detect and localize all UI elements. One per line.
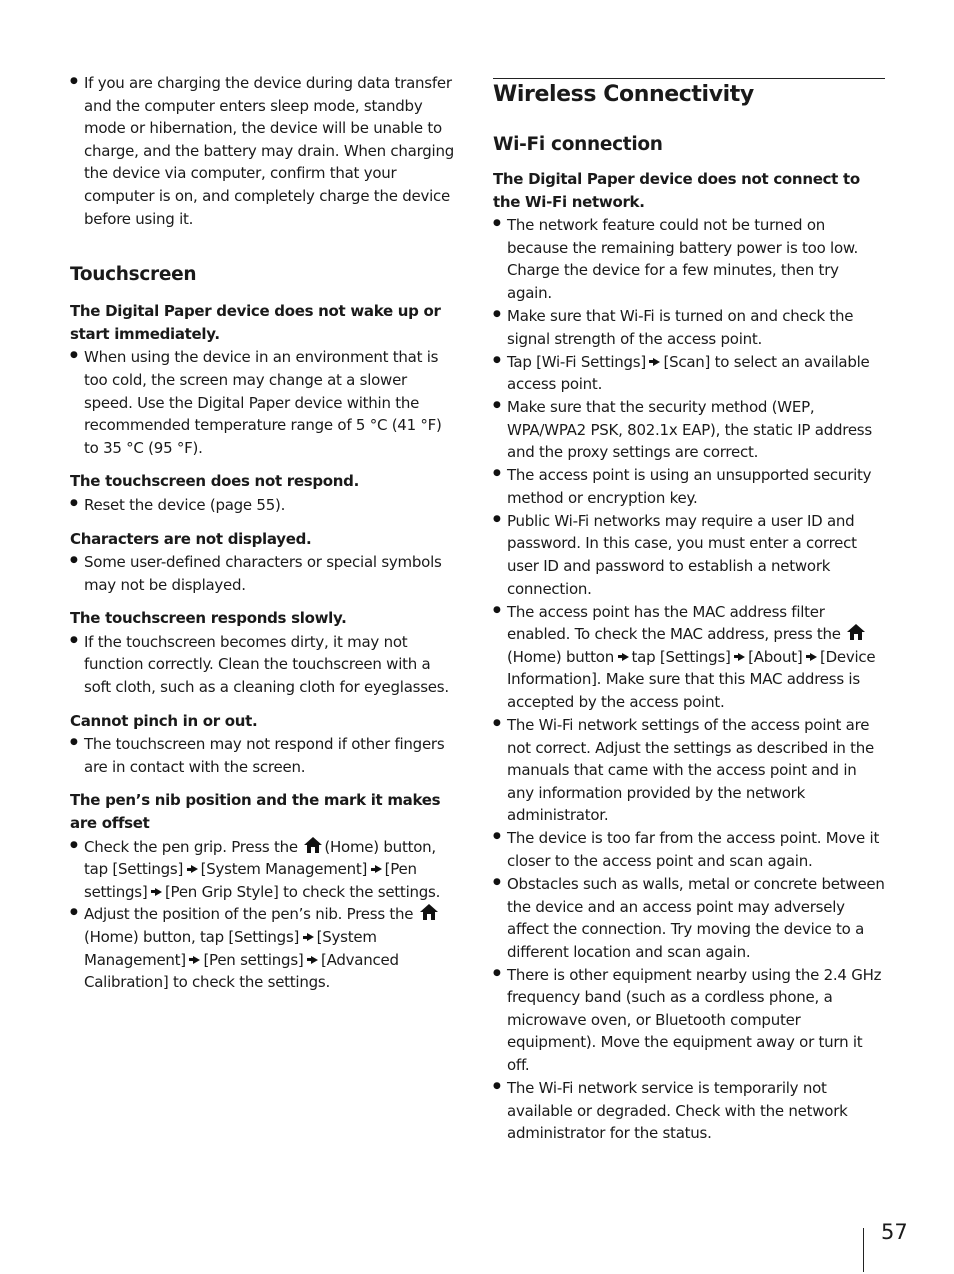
issue-title: Cannot pinch in or out. bbox=[70, 711, 258, 730]
list-item: ● Public Wi-Fi networks may require a user ID and password. In this case, you must enter a correct user ID and password to establish a network connection. bbox=[493, 510, 885, 600]
issue-title: The touchscreen responds slowly. bbox=[70, 609, 347, 628]
home-icon bbox=[304, 837, 322, 853]
list-item bbox=[70, 903, 460, 993]
left-column bbox=[70, 70, 460, 1005]
text: [Pen settings] bbox=[203, 950, 304, 969]
issue-group bbox=[70, 528, 460, 597]
issue-title: The pen’s nib position and the mark it makes are offset bbox=[70, 791, 441, 833]
intro-list bbox=[70, 70, 460, 230]
list-item: ● The Wi-Fi network settings of the access point are not correct. Adjust the settings as described in the manuals that came with the access point and in any information provided by the network administrator. bbox=[493, 714, 885, 827]
home-icon bbox=[420, 904, 438, 920]
issue-title: The Digital Paper device does not connect to the Wi-Fi network. bbox=[493, 170, 860, 211]
text: [Device Information]. Make sure that this MAC address is accepted by the access point. bbox=[507, 647, 876, 711]
arrow-right-icon bbox=[193, 956, 200, 964]
text: (Home) button bbox=[507, 647, 614, 666]
issue-group bbox=[70, 300, 460, 459]
list-item: ● If the touchscreen becomes dirty, it may not function correctly. Clean the touchscreen with a soft cloth, such as a cleaning cloth for eyeglasses. bbox=[70, 631, 460, 699]
text: The access point has the MAC address filter enabled. To check the MAC address, press the bbox=[507, 602, 841, 644]
page-number: 57 bbox=[881, 1220, 908, 1244]
text: Check the pen grip. Press the bbox=[84, 837, 298, 856]
home-icon bbox=[847, 624, 865, 640]
section-title: Wireless Connectivity bbox=[493, 78, 885, 109]
text: tap [Settings] bbox=[631, 647, 731, 666]
text: [Scan] to select an available access point. bbox=[507, 352, 870, 394]
text: [Advanced Calibration] to check the settings. bbox=[84, 950, 399, 992]
issue-group bbox=[70, 710, 460, 779]
list-item: ● When using the device in an environment that is too cold, the screen may change at a slower speed. Use the Digital Paper device within the recommended temperature range of 5 °C (41 °F) to 35 °C (95 °F). bbox=[70, 346, 460, 459]
text: [Pen Grip Style] to check the settings. bbox=[164, 882, 441, 901]
list-item: ● Make sure that the security method (WEP, WPA/WPA2 PSK, 802.1x EAP), the static IP address and the proxy settings are correct. bbox=[493, 396, 885, 464]
subsection-title: Wi-Fi connection bbox=[493, 134, 663, 155]
list-item: ● The access point is using an unsupported security method or encryption key. bbox=[493, 464, 885, 509]
arrow-right-icon bbox=[307, 933, 314, 941]
arrow-right-icon bbox=[375, 865, 382, 873]
arrow-right-icon bbox=[191, 865, 198, 873]
list-item bbox=[493, 601, 885, 714]
list-item: ● The device is too far from the access point. Move it closer to the access point and scan again. bbox=[493, 827, 885, 872]
issue-group-pen bbox=[70, 789, 460, 993]
text: [About] bbox=[748, 647, 803, 666]
right-column bbox=[493, 70, 885, 1145]
arrow-right-icon bbox=[810, 653, 817, 661]
text: Tap [Wi-Fi Settings] bbox=[507, 352, 646, 371]
list-item bbox=[70, 836, 460, 904]
arrow-right-icon bbox=[738, 653, 745, 661]
arrow-right-icon bbox=[622, 653, 629, 661]
touchscreen-heading: Touchscreen bbox=[70, 264, 197, 286]
list-item: ● Make sure that Wi-Fi is turned on and check the signal strength of the access point. bbox=[493, 305, 885, 350]
issue-title: Characters are not displayed. bbox=[70, 529, 312, 548]
list-item: ● The touchscreen may not respond if other fingers are in contact with the screen. bbox=[70, 733, 460, 778]
list-item bbox=[493, 351, 885, 396]
wifi-troubleshooting-list bbox=[493, 214, 885, 1145]
text: (Home) button, tap [Settings] bbox=[84, 837, 436, 879]
issue-title: The touchscreen does not respond. bbox=[70, 472, 359, 491]
arrow-right-icon bbox=[311, 956, 318, 964]
list-item: ● The Wi-Fi network service is temporarily not available or degraded. Check with the network administrator for the status. bbox=[493, 1077, 885, 1145]
text: [System Management] bbox=[84, 928, 377, 969]
page-number-rule bbox=[863, 1228, 864, 1272]
list-item: ● Obstacles such as walls, metal or concrete between the device and an access point may adversely affect the connection. Try moving the device to a different location and scan again. bbox=[493, 873, 885, 963]
list-item: ● There is other equipment nearby using the 2.4 GHz frequency band (such as a cordless phone, a microwave oven, or Bluetooth computer equipment). Move the equipment away or turn it off. bbox=[493, 964, 885, 1077]
text: [System Management] bbox=[200, 860, 368, 879]
text: [Pen settings] bbox=[84, 860, 417, 901]
list-item: ● The network feature could not be turned on because the remaining battery power is too low. Charge the device for a few minutes, then try again. bbox=[493, 214, 885, 304]
list-item: ● Some user-defined characters or special symbols may not be displayed. bbox=[70, 551, 460, 596]
text: Adjust the position of the pen’s nib. Press the bbox=[84, 905, 414, 924]
arrow-right-icon bbox=[155, 888, 162, 896]
issue-title: The Digital Paper device does not wake up or start immediately. bbox=[70, 302, 441, 343]
text: (Home) button, tap [Settings] bbox=[84, 928, 300, 946]
list-item: ● Reset the device (page 55). bbox=[70, 494, 460, 517]
arrow-right-icon bbox=[653, 358, 660, 366]
list-item: ● If you are charging the device during data transfer and the computer enters sleep mode, standby mode or hibernation, the device will be unable to charge, and the battery may drain. When charging the device via computer, confirm that your computer is on, and completely charge the device before using it. bbox=[70, 72, 460, 230]
issue-group bbox=[70, 607, 460, 698]
issue-group bbox=[70, 470, 460, 516]
